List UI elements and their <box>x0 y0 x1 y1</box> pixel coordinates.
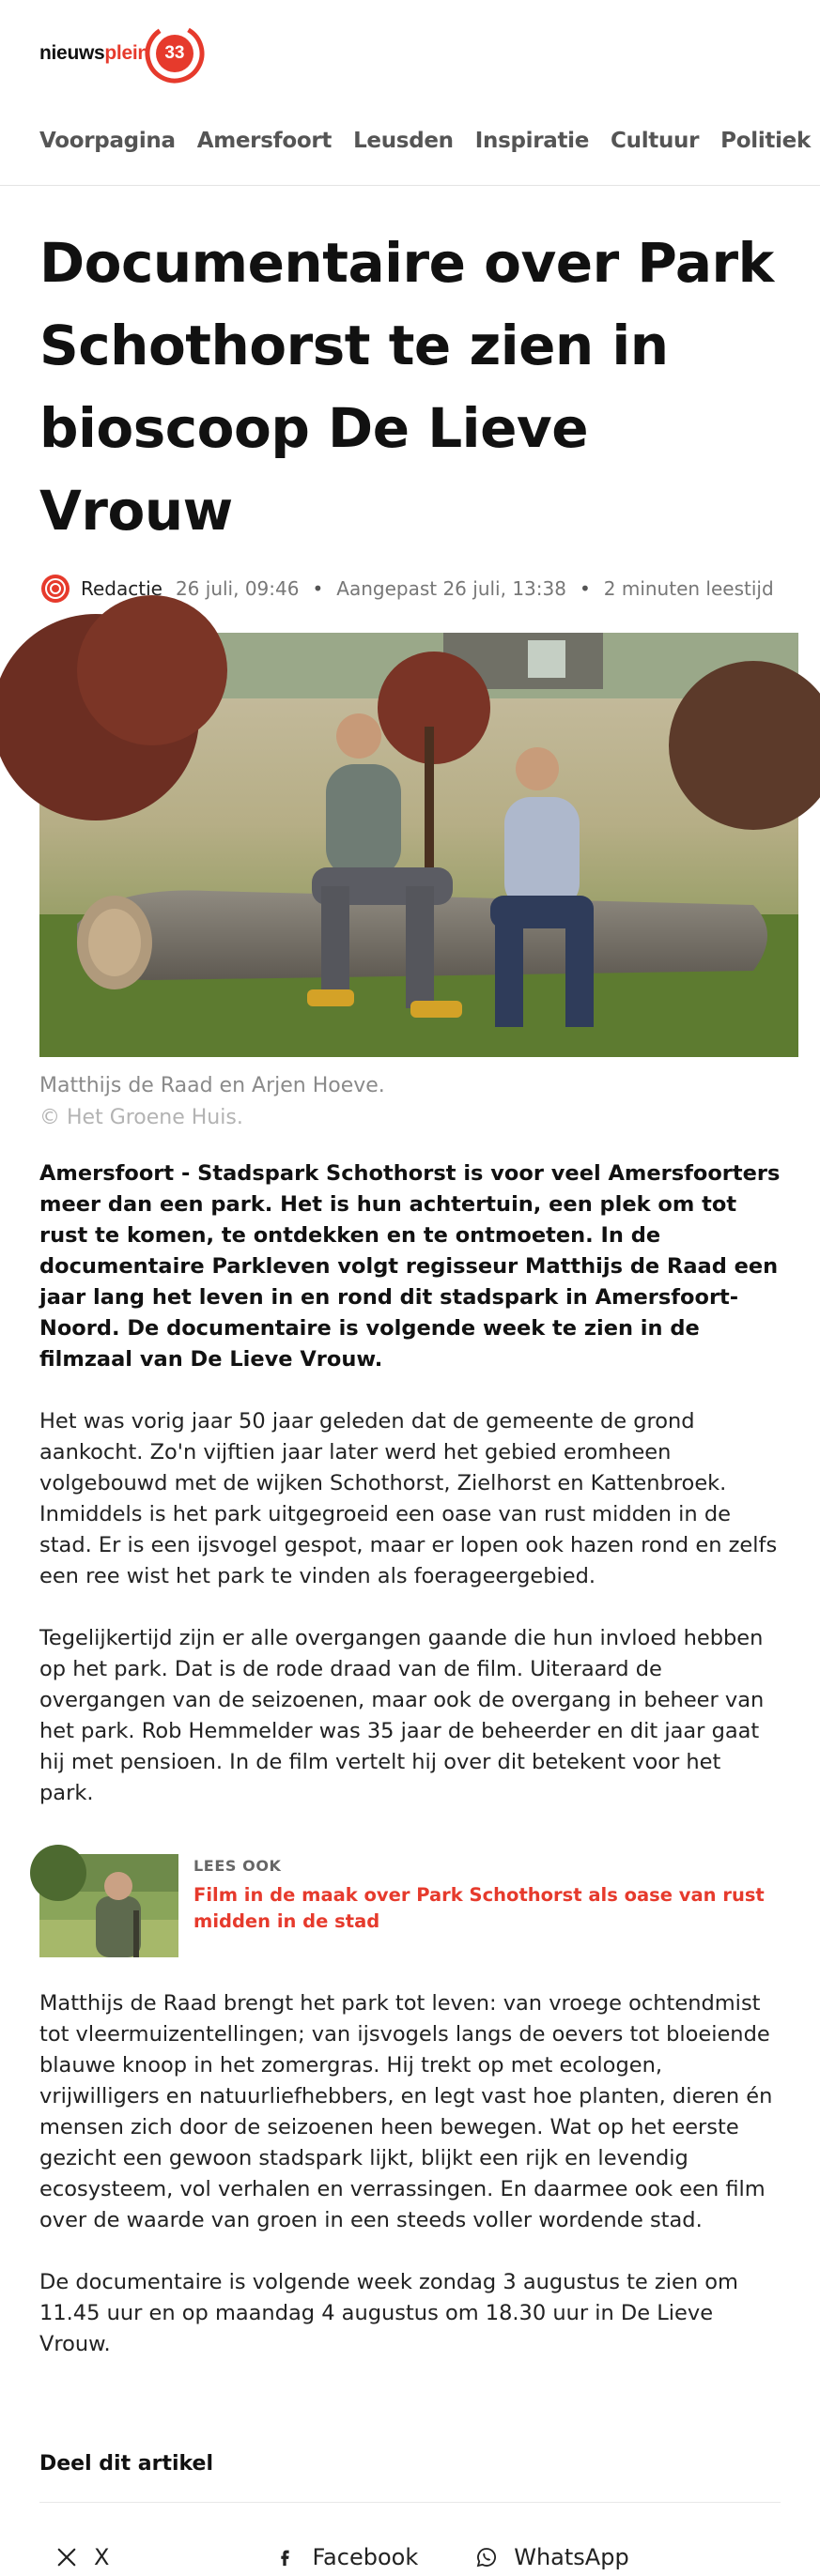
article-lead: Amersfoort - Stadspark Schothorst is voor veel Amersfoorters meer dan een park. Het is hun achtertuin, een plek om tot rust te komen, te ontdekken en te ontmoeten. In de documentaire Parkleven volgt regisseur Matthijs de Raad een jaar lang het leven in en rond dit stadspark in Amersfoort-Noord. De documentaire is volgende week te zien in de filmzaal van De Lieve Vrouw. <box>39 1161 781 1372</box>
nav-item-cultuur[interactable]: Cultuur <box>611 129 700 153</box>
whatsapp-icon <box>474 2545 499 2569</box>
share-buttons <box>39 2538 781 2576</box>
share-facebook-label: Facebook <box>312 2544 419 2570</box>
share-title: Deel dit artikel <box>39 2452 214 2476</box>
article-paragraph: De documentaire is volgende week zondag 3 augustus te zien om 11.45 uur en op maandag 4 augustus om 18.30 uur in De Lieve Vrouw. <box>39 2270 738 2356</box>
nav-item-leusden[interactable]: Leusden <box>353 129 454 153</box>
share-x-button[interactable] <box>54 2544 109 2570</box>
share-whatsapp-button[interactable] <box>474 2544 628 2570</box>
divider <box>39 2502 781 2503</box>
nav-item-voorpagina[interactable]: Voorpagina <box>39 129 176 153</box>
article-paragraph: Tegelijkertijd zijn er alle overgangen gaande die hun invloed hebben op het park. Dat is de rode draad van de film. Uiteraard de overgangen van de seizoenen, maar ook de overgang in beheer van het park. Rob Hemmelder was 35 jaar de beheerder en dit jaar gaat hij met pensioen. In de film vertelt hij over dit betekent voor het park. <box>39 1626 765 1805</box>
read-also-link[interactable]: Film in de maak over Park Schothorst als oase van rust midden in de stad <box>193 1884 765 1932</box>
nav-item-politiek[interactable]: Politiek <box>720 129 811 153</box>
article-title: Documentaire over Park Schothorst te zien in bioscoop De Lieve Vrouw <box>39 231 774 543</box>
read-also-text <box>193 1857 781 1935</box>
article <box>0 222 820 2576</box>
hero-photo[interactable] <box>39 633 798 1057</box>
x-icon <box>54 2545 79 2569</box>
reading-time: 2 minuten leestijd <box>603 577 774 600</box>
redactie-icon <box>39 573 71 605</box>
nav-item-inspiratie[interactable]: Inspiratie <box>474 129 590 153</box>
facebook-icon <box>272 2545 297 2569</box>
site-logo[interactable] <box>39 21 206 86</box>
publish-date: 26 juli, 09:46 <box>175 577 300 600</box>
caption-text: Matthijs de Raad en Arjen Hoeve. <box>39 1074 385 1097</box>
logo-wordmark: nieuwsplein <box>39 42 149 64</box>
share-whatsapp-label: WhatsApp <box>514 2544 629 2570</box>
read-also-label: LEES OOK <box>193 1857 282 1875</box>
article-paragraph: Het was vorig jaar 50 jaar geleden dat de gemeente de grond aankocht. Zo'n vijftien jaar later werd het gebied eromheen volgebouwd met de wijken Schothorst, Zielhorst en Kattenbroek. Inmiddels is het park uitgegroeid een oase van rust midden in de stad. Er is een ijsvogel gespot, maar er lopen ook hazen rond en zelfs een ree wist het park te vinden als foerageergebied. <box>39 1409 778 1588</box>
share-x-label: X <box>94 2544 110 2570</box>
logo-badge: 33 <box>144 23 206 84</box>
meta-separator: • <box>312 577 324 600</box>
photo-credit: © Het Groene Huis. <box>39 1106 243 1129</box>
photo-caption <box>39 1070 781 1134</box>
meta-separator: • <box>579 577 591 600</box>
nav-item-amersfoort[interactable]: Amersfoort <box>196 129 333 153</box>
author-name[interactable]: Redactie <box>81 577 162 600</box>
updated-date: Aangepast 26 juli, 13:38 <box>336 577 566 600</box>
site-header <box>0 0 820 186</box>
main-nav <box>39 129 811 153</box>
share-facebook-button[interactable] <box>272 2544 418 2570</box>
article-paragraph: Matthijs de Raad brengt het park tot leven: van vroege ochtendmist tot vleermuizentellingen; van ijsvogels langs de oevers tot bloeiende blauwe knoop in het zomergras. Hij trekt op met ecologen, vrijwilligers en natuurliefhebbers, en legt vast hoe planten, dieren én mensen zich door de seizoenen heen bewegen. Wat op het eerste gezicht een gewoon stadspark lijkt, blijkt een rijk en levendig ecosysteem, vol verhalen en verrassingen. En daarmee ook een film over de waarde van groen in een steeds voller wordende stad. <box>39 1991 773 2232</box>
read-also-thumbnail[interactable] <box>39 1854 178 1957</box>
read-also-block[interactable] <box>39 1854 781 1957</box>
